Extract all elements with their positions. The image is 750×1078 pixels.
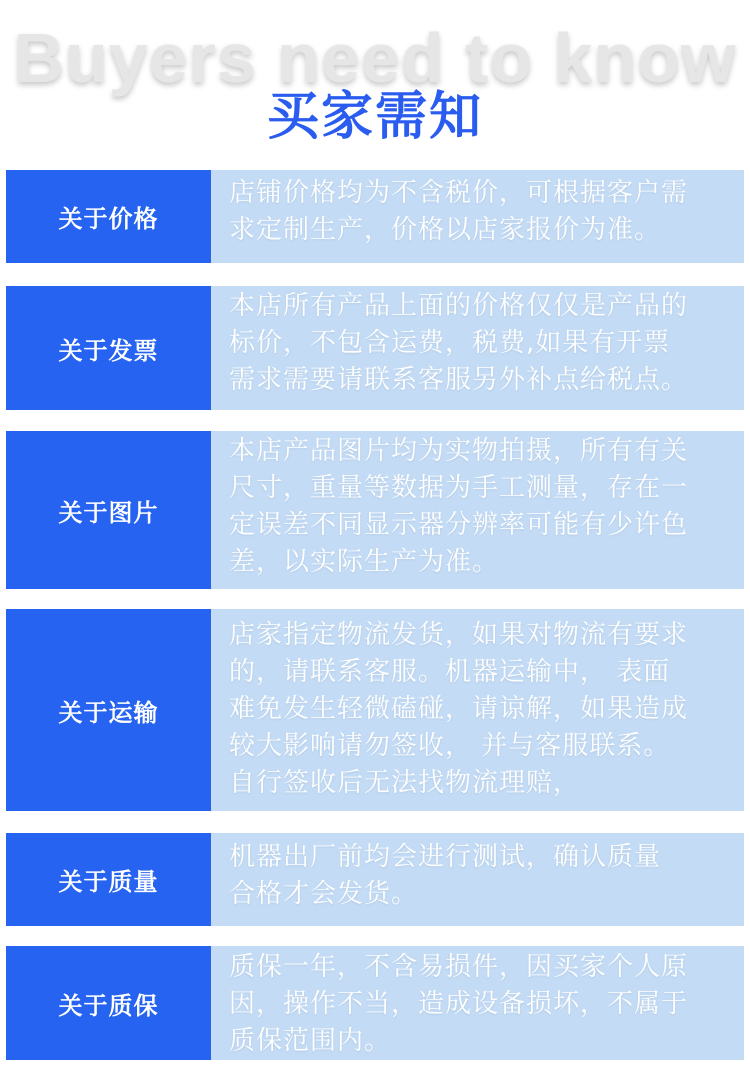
text-line: 质保一年，不含易损件，因买家个人原 bbox=[229, 952, 689, 982]
notice-row-price bbox=[6, 170, 744, 263]
text-line: 需求需要请联系客服另外补点给税点。 bbox=[229, 365, 689, 395]
notice-row-invoice bbox=[6, 286, 744, 410]
text-line: 质保范围内。 bbox=[229, 1026, 392, 1056]
row-label: 关于价格 bbox=[6, 170, 211, 263]
text-line: 因，操作不当，造成设备损坏，不属于 bbox=[229, 989, 689, 1019]
row-text bbox=[211, 431, 744, 589]
page-title: 买家需知 bbox=[266, 87, 483, 147]
row-label: 关于质量 bbox=[6, 833, 211, 926]
text-line: 店家指定物流发货，如果对物流有要求 bbox=[229, 620, 689, 650]
notice-row-shipping bbox=[6, 609, 744, 811]
text-line: 定误差不同显示器分辨率可能有少许色 bbox=[229, 510, 689, 540]
row-text bbox=[211, 833, 744, 926]
text-line: 机器出厂前均会进行测试，确认质量 bbox=[229, 842, 662, 872]
text-line: 本店所有产品上面的价格仅仅是产品的 bbox=[229, 291, 689, 321]
text-line: 尺寸，重量等数据为手工测量，存在一 bbox=[229, 473, 689, 503]
background-title: Buyers need to know bbox=[13, 19, 737, 97]
text-line: 合格才会发货。 bbox=[229, 879, 419, 909]
text-line: 自行签收后无法找物流理赔， bbox=[229, 768, 581, 798]
row-label: 关于运输 bbox=[6, 609, 211, 811]
text-line: 难免发生轻微磕碰，请谅解，如果造成 bbox=[229, 694, 689, 724]
text-line: 差，以实际生产为准。 bbox=[229, 547, 500, 577]
row-text bbox=[211, 609, 744, 811]
text-line: 的，请联系客服。机器运输中， 表面 bbox=[229, 657, 671, 687]
row-label: 关于发票 bbox=[6, 286, 211, 410]
row-text bbox=[211, 170, 744, 263]
row-label: 关于图片 bbox=[6, 431, 211, 589]
row-label: 关于质保 bbox=[6, 946, 211, 1060]
text-line: 较大影响请勿签收， 并与客服联系。 bbox=[229, 731, 671, 761]
row-text bbox=[211, 946, 744, 1060]
text-line: 求定制生产，价格以店家报价为准。 bbox=[229, 215, 662, 245]
notice-row-warranty bbox=[6, 946, 744, 1060]
row-text bbox=[211, 286, 744, 410]
text-line: 店铺价格均为不含税价，可根据客户需 bbox=[229, 178, 689, 208]
notice-row-quality bbox=[6, 833, 744, 926]
text-line: 标价，不包含运费，税费,如果有开票 bbox=[229, 328, 671, 358]
text-line: 本店产品图片均为实物拍摄，所有有关 bbox=[229, 436, 689, 466]
notice-row-images bbox=[6, 431, 744, 589]
